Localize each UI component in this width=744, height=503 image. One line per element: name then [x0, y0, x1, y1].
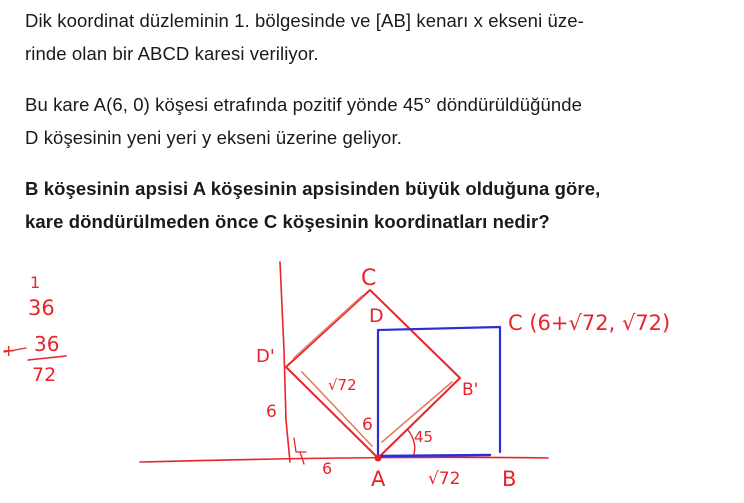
point-a-dot: [375, 455, 382, 462]
y-axis-line: [280, 262, 290, 462]
label-sqrt72-side: √72: [328, 376, 357, 394]
prompt-line-2: kare döndürülmeden önce C köşesinin koordinatları nedir?: [25, 211, 550, 232]
label-angle-45: 45: [414, 428, 434, 446]
calc-sum-value: 72: [32, 364, 57, 386]
label-point-b: B: [502, 467, 517, 491]
label-6-left: 6: [266, 402, 277, 422]
calc-first-value: 36: [28, 296, 55, 320]
label-c-rotated: C: [361, 266, 377, 291]
x-axis-line: [140, 457, 548, 462]
paragraph-1-line-1: Dik koordinat düzleminin 1. bölgesinde ve [AB] kenarı x ekseni üze-: [25, 10, 584, 31]
label-c-answer: C (6+√72, √72): [508, 311, 671, 335]
label-d: D: [369, 305, 384, 327]
square-base-line: [378, 455, 490, 456]
label-sqrt72-bottom: √72: [428, 469, 461, 489]
prompt-line-1: B köşesinin apsisi A köşesinin apsisinden büyük olduğuna göre,: [25, 178, 601, 199]
calc-plus-sign: +: [2, 341, 16, 360]
paragraph-2-line-1: Bu kare A(6, 0) köşesi etrafında pozitif yönde 45° döndürüldüğünde: [25, 94, 583, 115]
paragraph-1-line-2: rinde olan bir ABCD karesi veriliyor.: [25, 43, 319, 64]
label-b-prime: B': [462, 380, 479, 400]
origin-tick: [294, 438, 306, 452]
label-d-prime: D': [256, 346, 275, 367]
calc-second-value: 36: [34, 332, 60, 356]
calc-underline: [28, 356, 66, 360]
calc-top-digit: 1: [30, 273, 41, 292]
label-point-a: A: [371, 467, 386, 491]
label-6-inner: 6: [362, 415, 373, 435]
paragraph-2-line-2: D köşesinin yeni yeri y ekseni üzerine geliyor.: [25, 127, 402, 148]
label-6-bottom: 6: [322, 459, 333, 478]
